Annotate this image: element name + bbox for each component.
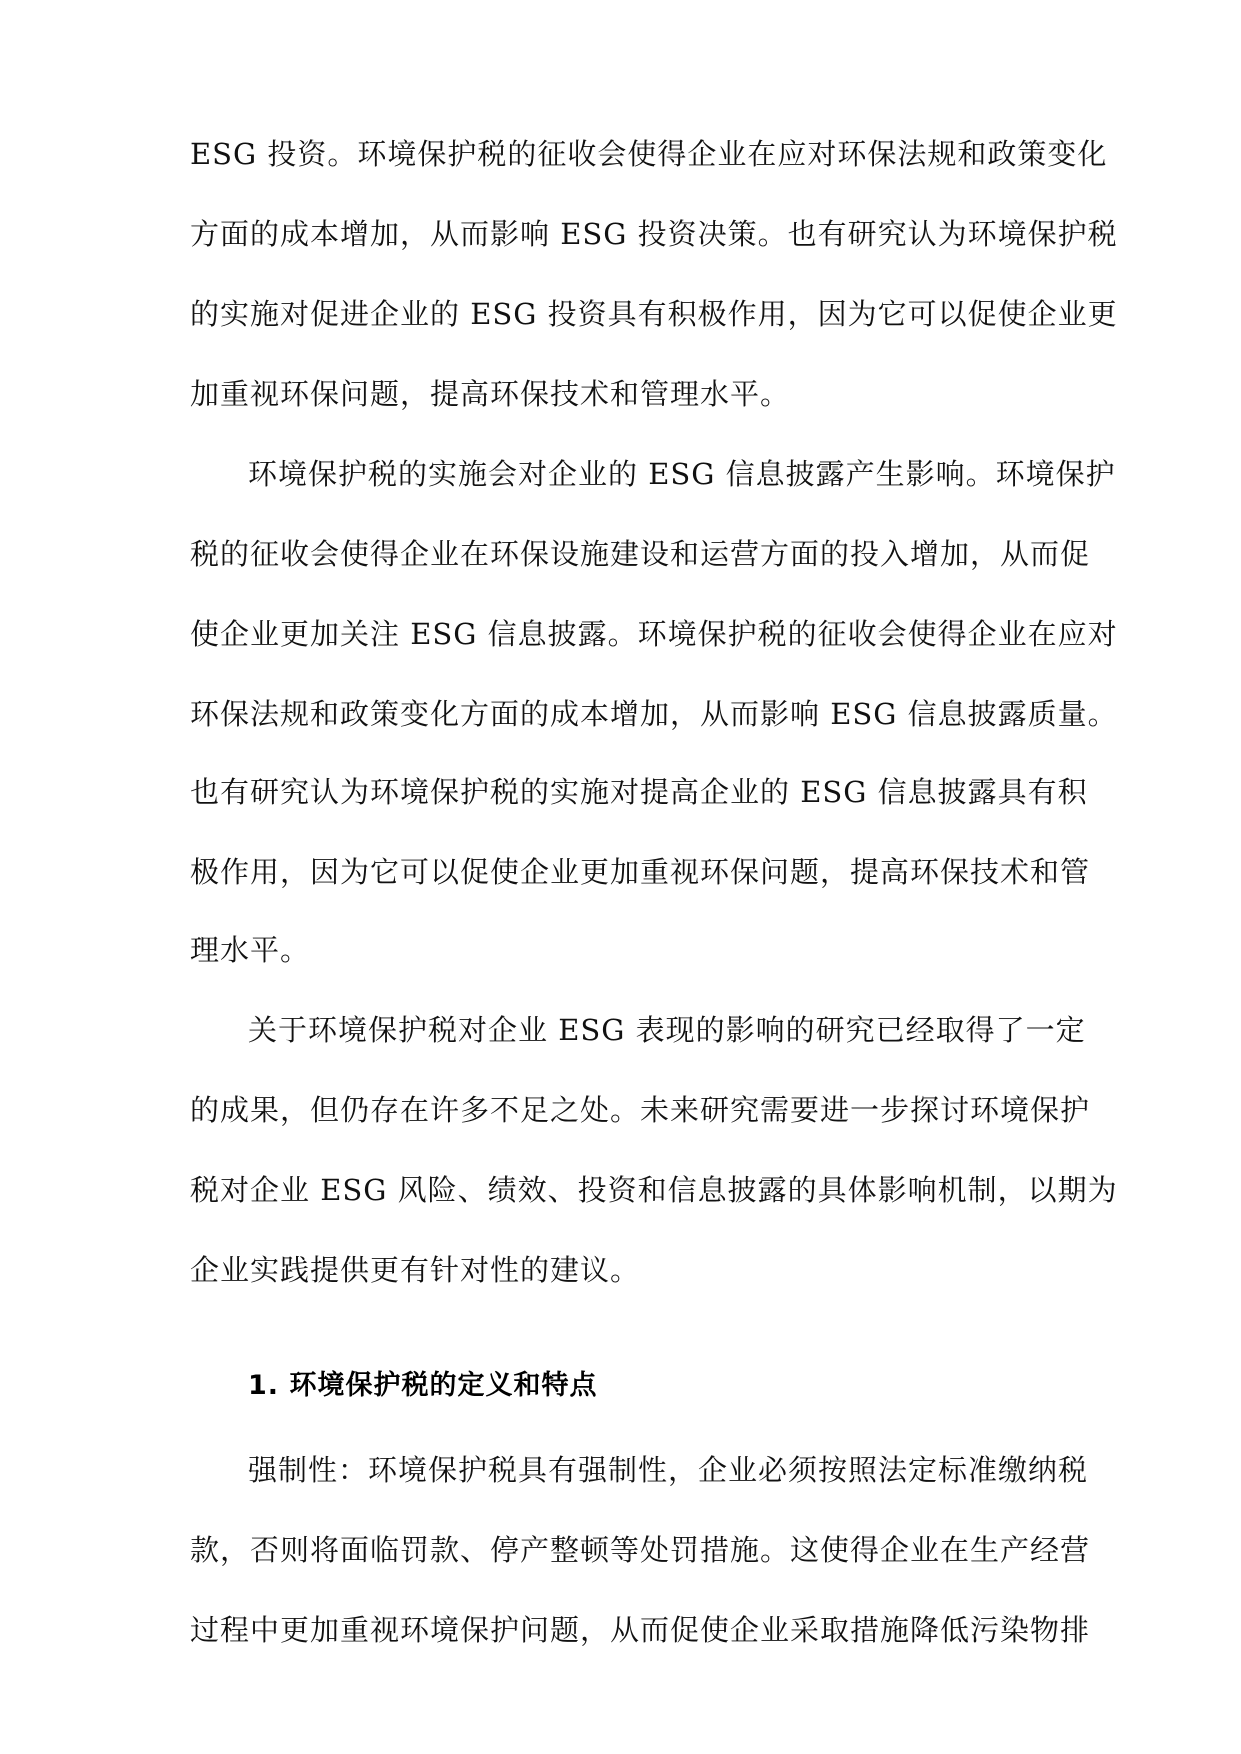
paragraph-1-line-1: ESG 投资。环境保护税的征收会使得企业在应对环保法规和政策变化 [190, 137, 1108, 171]
paragraph-2-line-4: 环保法规和政策变化方面的成本增加，从而影响 ESG 信息披露质量。 [190, 697, 1118, 731]
paragraph-2-line-7: 理水平。 [190, 933, 311, 967]
paragraph-3-line-1: 关于环境保护税对企业 ESG 表现的影响的研究已经取得了一定 [248, 1013, 1086, 1047]
section-paragraph-line-2: 款，否则将面临罚款、停产整顿等处罚措施。这使得企业在生产经营 [190, 1533, 1091, 1567]
paragraph-1-line-2: 方面的成本增加，从而影响 ESG 投资决策。也有研究认为环境保护税 [190, 217, 1118, 251]
paragraph-1-line-4: 加重视环保问题，提高环保技术和管理水平。 [190, 377, 791, 411]
paragraph-1-line-3: 的实施对促进企业的 ESG 投资具有积极作用，因为它可以促使企业更 [190, 297, 1118, 331]
paragraph-2-line-3: 使企业更加关注 ESG 信息披露。环境保护税的征收会使得企业在应对 [190, 617, 1118, 651]
paragraph-2-line-5: 也有研究认为环境保护税的实施对提高企业的 ESG 信息披露具有积 [190, 775, 1088, 809]
paragraph-3-line-4: 企业实践提供更有针对性的建议。 [190, 1253, 641, 1287]
section-heading: 1. 环境保护税的定义和特点 [248, 1370, 598, 1401]
section-paragraph-line-1: 强制性：环境保护税具有强制性，企业必须按照法定标准缴纳税 [248, 1453, 1089, 1487]
section-paragraph-line-3: 过程中更加重视环境保护问题，从而促使企业采取措施降低污染物排 [190, 1613, 1091, 1647]
paragraph-3-line-3: 税对企业 ESG 风险、绩效、投资和信息披露的具体影响机制，以期为 [190, 1173, 1118, 1207]
paragraph-2-line-1: 环境保护税的实施会对企业的 ESG 信息披露产生影响。环境保护 [248, 457, 1116, 491]
paragraph-2-line-6: 极作用，因为它可以促使企业更加重视环保问题，提高环保技术和管 [190, 855, 1091, 889]
paragraph-2-line-2: 税的征收会使得企业在环保设施建设和运营方面的投入增加，从而促 [190, 537, 1091, 571]
paragraph-3-line-2: 的成果，但仍存在许多不足之处。未来研究需要进一步探讨环境保护 [190, 1093, 1091, 1127]
